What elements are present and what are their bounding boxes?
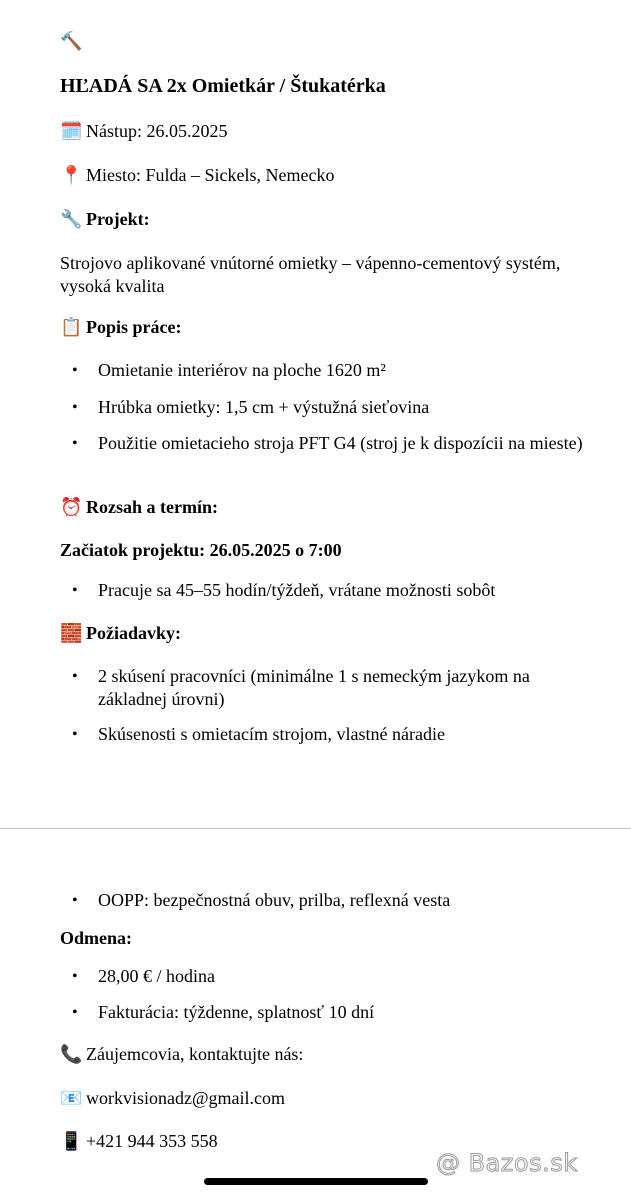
bullet-icon: • <box>72 362 78 379</box>
start-date-line <box>60 120 591 143</box>
email-icon: 📧 <box>60 1088 83 1109</box>
home-indicator[interactable] <box>204 1178 428 1185</box>
bullet-icon: • <box>72 582 78 599</box>
work-item: Hrúbka omietky: 1,5 cm + výstužná sieťovina <box>98 397 430 417</box>
bullet-icon: • <box>72 668 78 685</box>
scope-heading-text: Rozsah a termín: <box>86 497 218 517</box>
requirement-item: Skúsenosti s omietacím strojom, vlastné náradie <box>98 724 445 744</box>
page-title: HĽADÁ SA 2x Omietkár / Štukatérka <box>60 75 386 97</box>
project-description: Strojovo aplikované vnútorné omietky – vápenno-cementový systém, vysoká kvalita <box>60 253 561 296</box>
wrench-icon: 🔧 <box>60 209 83 230</box>
requirements-heading <box>60 622 591 645</box>
scope-item: Pracuje sa 45–55 hodín/týždeň, vrátane možnosti sobôt <box>98 580 496 600</box>
phone-text: +421 944 353 558 <box>86 1131 218 1151</box>
pin-icon: 📍 <box>60 165 83 186</box>
clipboard-icon: 📋 <box>60 317 83 338</box>
work-heading-text: Popis práce: <box>86 317 182 337</box>
calendar-icon: 🗓️ <box>60 121 83 142</box>
project-heading-text: Projekt: <box>86 209 150 229</box>
work-item: Omietanie interiérov na ploche 1620 m² <box>98 360 386 380</box>
email-line <box>60 1087 591 1110</box>
project-start-line: Začiatok projektu: 26.05.2025 o 7:00 <box>60 540 342 560</box>
bullet-icon: • <box>72 726 78 743</box>
watermark: @ Bazos.sk <box>436 1149 578 1177</box>
bullet-icon: • <box>72 1004 78 1021</box>
contact-intro-text: Záujemcovia, kontaktujte nás: <box>86 1044 304 1064</box>
bullet-icon: • <box>72 968 78 985</box>
scope-heading <box>60 496 591 519</box>
email-text: workvisionadz@gmail.com <box>86 1088 286 1108</box>
location-text: Miesto: Fulda – Sickels, Nemecko <box>86 165 335 185</box>
page-divider <box>0 828 631 829</box>
contact-intro-line <box>60 1043 591 1066</box>
pay-item: Fakturácia: týždenne, splatnosť 10 dní <box>98 1002 375 1022</box>
work-item: Použitie omietacieho stroja PFT G4 (stroj je k dispozícii na mieste) <box>98 433 583 453</box>
bullet-icon: • <box>72 435 78 452</box>
requirements-heading-text: Požiadavky: <box>86 623 182 643</box>
brick-icon: 🧱 <box>60 623 83 644</box>
requirement-item: 2 skúsení pracovníci (minimálne 1 s nemeckým jazykom na základnej úrovni) <box>98 666 530 709</box>
pay-item: 28,00 € / hodina <box>98 966 215 986</box>
hammer-icon: 🔨 <box>60 31 83 52</box>
phone-icon: 📞 <box>60 1044 83 1065</box>
alarm-clock-icon: ⏰ <box>60 497 83 518</box>
location-line <box>60 164 591 187</box>
requirement-item: OOPP: bezpečnostná obuv, prilba, reflexná vesta <box>98 890 451 910</box>
mobile-phone-icon: 📱 <box>60 1131 83 1152</box>
title-icon-row <box>60 30 591 53</box>
bullet-icon: • <box>72 892 78 909</box>
work-heading <box>60 316 591 339</box>
bullet-icon: • <box>72 399 78 416</box>
pay-heading: Odmena: <box>60 928 132 948</box>
start-date-text: Nástup: 26.05.2025 <box>86 121 228 141</box>
project-heading <box>60 208 591 231</box>
